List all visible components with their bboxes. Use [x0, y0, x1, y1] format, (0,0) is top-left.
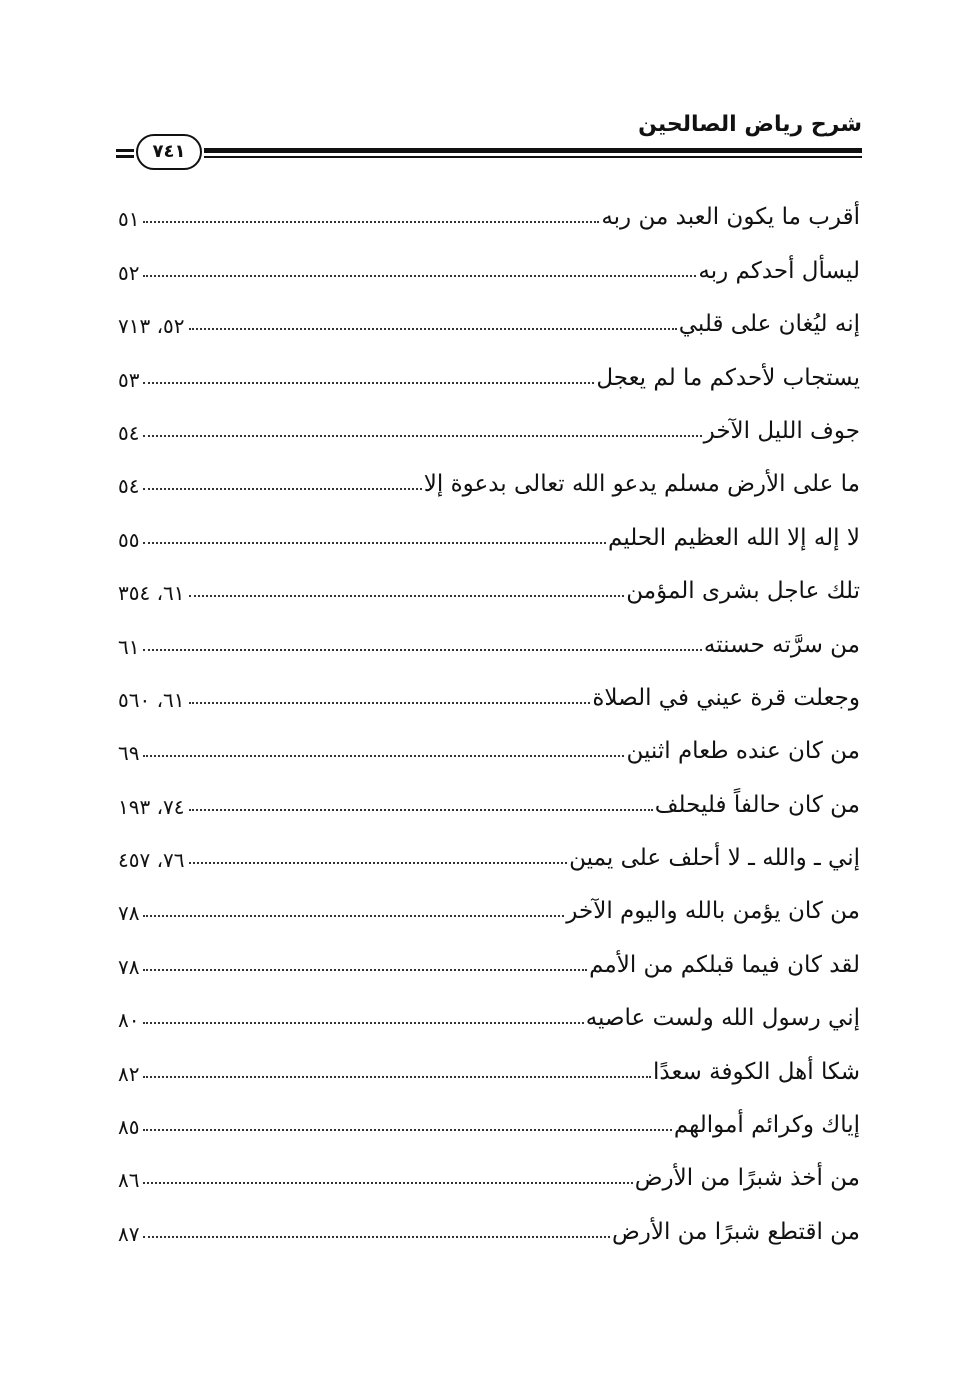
- entry-page-ref: ٥٤: [118, 474, 140, 499]
- entry-text: من أخذ شبرًا من الأرض: [634, 1165, 860, 1192]
- index-list: [118, 182, 860, 1250]
- entry-page-ref: ٥٥: [118, 527, 140, 552]
- index-entry: [118, 289, 860, 342]
- entry-text: تلك عاجل بشرى المؤمن: [626, 578, 860, 605]
- dot-leader: [143, 1022, 583, 1024]
- entry-text: لقد كان فيما قبلكم من الأمم: [589, 951, 860, 978]
- entry-text: ليسأل أحدكم ربه: [698, 257, 860, 284]
- entry-page-ref: ٨٠: [118, 1008, 140, 1033]
- index-entry: [118, 396, 860, 449]
- entry-text: إياك وكرائم أموالهم: [673, 1112, 860, 1139]
- entry-page-ref: ٧٨: [118, 954, 140, 979]
- index-entry: [118, 1036, 860, 1089]
- index-entry: [118, 502, 860, 555]
- entry-page-ref: ٥٢، ٧١٣: [118, 314, 185, 339]
- header-dash-top: [116, 149, 134, 152]
- entry-text: ما على الأرض مسلم يدعو الله تعالى بدعوة إلا: [423, 471, 860, 498]
- index-entry: [118, 235, 860, 288]
- entry-text: إنه ليُغان على قلبي: [678, 311, 860, 338]
- dot-leader: [143, 969, 587, 971]
- entry-page-ref: ٦٩: [118, 741, 140, 766]
- entry-text: يستجاب لأحدكم ما لم يعجل: [596, 364, 860, 391]
- index-entry: [118, 716, 860, 769]
- entry-page-ref: ٥٤: [118, 420, 140, 445]
- page-header: [110, 112, 862, 182]
- index-entry: [118, 342, 860, 395]
- book-title: شرح رياض الصالحين: [638, 112, 862, 137]
- entry-page-ref: ٨٢: [118, 1061, 140, 1086]
- entry-page-ref: ٨٦: [118, 1168, 140, 1193]
- header-rule-thick: [204, 148, 862, 153]
- entry-text: شكا أهل الكوفة سعدًا: [653, 1058, 860, 1085]
- entry-page-ref: ٨٥: [118, 1115, 140, 1140]
- index-entry: [118, 876, 860, 929]
- dot-leader: [189, 862, 568, 864]
- entry-text: إني ـ والله ـ لا أحلف على يمين: [569, 845, 860, 872]
- dot-leader: [143, 1076, 651, 1078]
- entry-page-ref: ٦١، ٣٥٤: [118, 581, 185, 606]
- entry-text: أقرب ما يكون العبد من ربه: [601, 204, 860, 231]
- entry-text: من سرَّته حسنته: [703, 631, 860, 658]
- index-entry: [118, 983, 860, 1036]
- entry-text: من كان يؤمن بالله واليوم الآخر: [566, 898, 860, 925]
- entry-page-ref: ٥١: [118, 207, 140, 232]
- index-entry: [118, 556, 860, 609]
- entry-text: إني رسول الله ولست عاصيه: [585, 1005, 860, 1032]
- entry-text: جوف الليل الآخر: [703, 417, 860, 444]
- header-dash-bottom: [116, 155, 134, 158]
- dot-leader: [143, 1236, 609, 1238]
- dot-leader: [189, 328, 677, 330]
- entry-text: لا إله إلا الله العظيم الحليم: [608, 524, 860, 551]
- index-entry: [118, 1196, 860, 1249]
- entry-page-ref: ٨٧: [118, 1221, 140, 1246]
- dot-leader: [143, 382, 594, 384]
- index-entry: [118, 609, 860, 662]
- index-entry: [118, 1143, 860, 1196]
- dot-leader: [189, 809, 653, 811]
- dot-leader: [143, 755, 624, 757]
- entry-page-ref: ٦١: [118, 634, 140, 659]
- entry-text: من كان عنده طعام اثنين: [626, 738, 860, 765]
- dot-leader: [143, 435, 701, 437]
- entry-page-ref: ٥٢: [118, 260, 140, 285]
- dot-leader: [143, 488, 421, 490]
- dot-leader: [143, 1182, 632, 1184]
- dot-leader: [143, 649, 701, 651]
- dot-leader: [143, 221, 599, 223]
- index-entry: [118, 449, 860, 502]
- index-entry: [118, 823, 860, 876]
- entry-text: من كان حالفاً فليحلف: [654, 791, 860, 818]
- entry-page-ref: ٧٨: [118, 901, 140, 926]
- dot-leader: [189, 595, 625, 597]
- entry-page-ref: ٦١، ٥٦٠: [118, 687, 185, 712]
- entry-page-ref: ٧٤، ١٩٣: [118, 794, 185, 819]
- entry-text: من اقتطع شبرًا من الأرض: [611, 1218, 860, 1245]
- entry-page-ref: ٧٦، ٤٥٧: [118, 848, 185, 873]
- index-entry: [118, 1090, 860, 1143]
- entry-page-ref: ٥٣: [118, 367, 140, 392]
- page-number-badge: ٧٤١: [136, 134, 202, 170]
- index-entry: [118, 663, 860, 716]
- dot-leader: [143, 542, 606, 544]
- index-entry: [118, 929, 860, 982]
- index-entry: [118, 769, 860, 822]
- dot-leader: [143, 1129, 671, 1131]
- dot-leader: [143, 915, 564, 917]
- dot-leader: [189, 702, 591, 704]
- header-rule-thin: [204, 156, 862, 158]
- dot-leader: [143, 275, 696, 277]
- index-entry: [118, 182, 860, 235]
- entry-text: وجعلت قرة عيني في الصلاة: [592, 684, 860, 711]
